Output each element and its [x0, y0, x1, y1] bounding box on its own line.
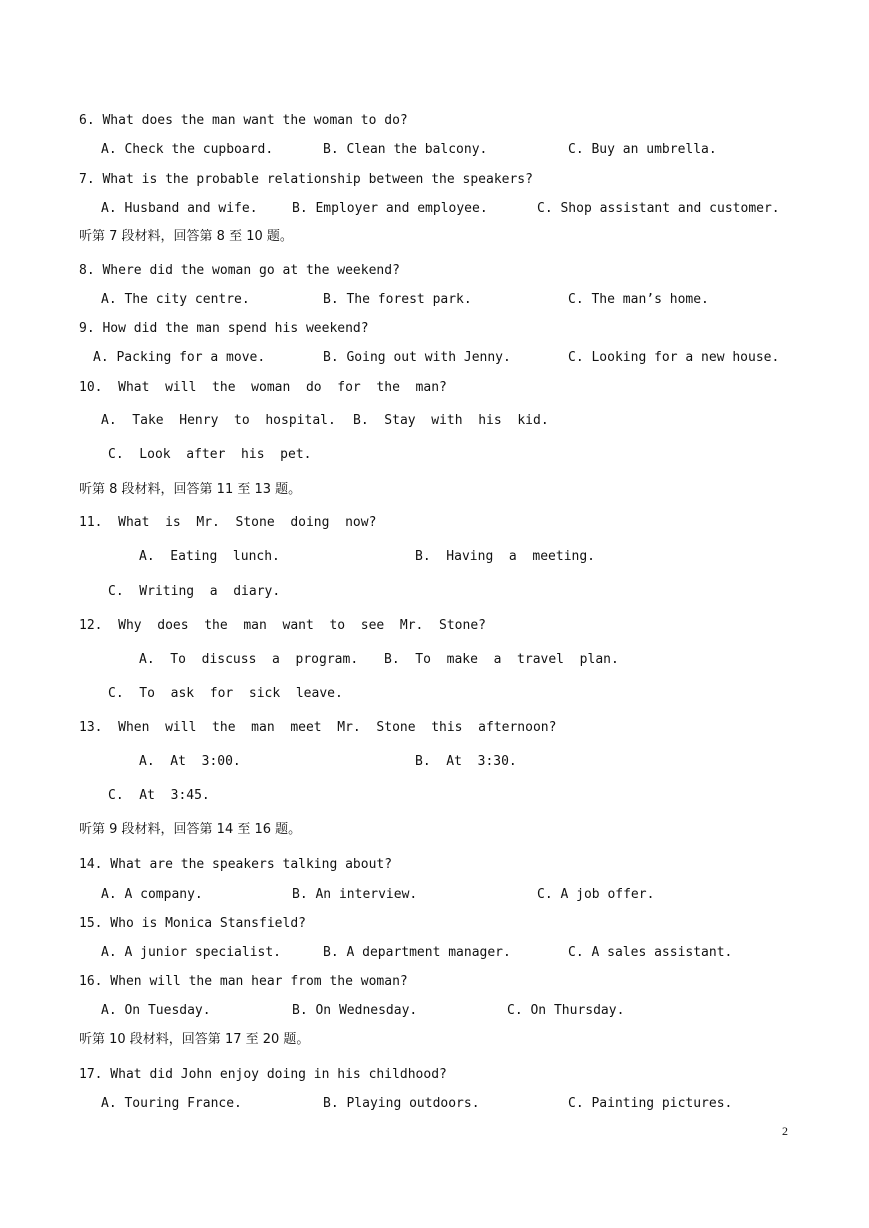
q10-option-c: C. Look after his pet.: [108, 447, 312, 462]
question-10-stem: 10. What will the woman do for the man?: [79, 380, 447, 395]
q11-option-c: C. Writing a diary.: [108, 584, 281, 599]
q8-option-b: B. The forest park.: [323, 292, 472, 307]
q15-option-b: B. A department manager.: [323, 945, 511, 960]
q7-option-a: A. Husband and wife.: [101, 201, 258, 216]
q12-option-b: B. To make a travel plan.: [384, 652, 619, 667]
q9-option-c: C. Looking for a new house.: [568, 350, 780, 365]
page-number: 2: [782, 1124, 788, 1138]
q6-option-a: A. Check the cupboard.: [101, 142, 274, 157]
q14-option-c: C. A job offer.: [537, 887, 655, 902]
q17-option-b: B. Playing outdoors.: [323, 1096, 480, 1111]
q10-option-b: B. Stay with his kid.: [353, 413, 549, 428]
q10-option-a: A. Take Henry to hospital.: [101, 413, 336, 428]
q17-option-a: A. Touring France.: [101, 1096, 242, 1111]
q14-option-b: B. An interview.: [292, 887, 418, 902]
q14-option-a: A. A company.: [101, 887, 203, 902]
q13-option-a: A. At 3:00.: [139, 754, 241, 769]
q11-option-b: B. Having a meeting.: [415, 549, 596, 564]
q16-option-b: B. On Wednesday.: [292, 1003, 418, 1018]
section-10-instruction: 听第 10 段材料，回答第 17 至 20 题。: [79, 1032, 310, 1047]
question-12-stem: 12. Why does the man want to see Mr. Stone?: [79, 618, 486, 633]
question-16-stem: 16. When will the man hear from the woman?: [79, 974, 408, 989]
question-7-stem: 7. What is the probable relationship between the speakers?: [79, 172, 533, 187]
q11-option-a: A. Eating lunch.: [139, 549, 280, 564]
q6-option-c: C. Buy an umbrella.: [568, 142, 717, 157]
section-8-instruction: 听第 8 段材料，回答第 11 至 13 题。: [79, 482, 302, 497]
q16-option-c: C. On Thursday.: [507, 1003, 625, 1018]
q15-option-c: C. A sales assistant.: [568, 945, 733, 960]
q7-option-b: B. Employer and employee.: [292, 201, 488, 216]
question-13-stem: 13. When will the man meet Mr. Stone this afternoon?: [79, 720, 557, 735]
question-11-stem: 11. What is Mr. Stone doing now?: [79, 515, 377, 530]
q12-option-c: C. To ask for sick leave.: [108, 686, 343, 701]
section-9-instruction: 听第 9 段材料，回答第 14 至 16 题。: [79, 822, 302, 837]
q16-option-a: A. On Tuesday.: [101, 1003, 211, 1018]
question-14-stem: 14. What are the speakers talking about?: [79, 857, 393, 872]
question-6-stem: 6. What does the man want the woman to do?: [79, 113, 408, 128]
question-8-stem: 8. Where did the woman go at the weekend?: [79, 263, 400, 278]
q13-option-c: C. At 3:45.: [108, 788, 210, 803]
q8-option-c: C. The man’s home.: [568, 292, 709, 307]
question-17-stem: 17. What did John enjoy doing in his childhood?: [79, 1067, 447, 1082]
q7-option-c: C. Shop assistant and customer.: [537, 201, 780, 216]
question-9-stem: 9. How did the man spend his weekend?: [79, 321, 369, 336]
q8-option-a: A. The city centre.: [101, 292, 250, 307]
q17-option-c: C. Painting pictures.: [568, 1096, 733, 1111]
q15-option-a: A. A junior specialist.: [101, 945, 282, 960]
q9-option-a: A. Packing for a move.: [93, 350, 266, 365]
q6-option-b: B. Clean the balcony.: [323, 142, 488, 157]
q13-option-b: B. At 3:30.: [415, 754, 517, 769]
question-15-stem: 15. Who is Monica Stansfield?: [79, 916, 306, 931]
q12-option-a: A. To discuss a program.: [139, 652, 359, 667]
q9-option-b: B. Going out with Jenny.: [323, 350, 511, 365]
section-7-instruction: 听第 7 段材料，回答第 8 至 10 题。: [79, 229, 293, 244]
